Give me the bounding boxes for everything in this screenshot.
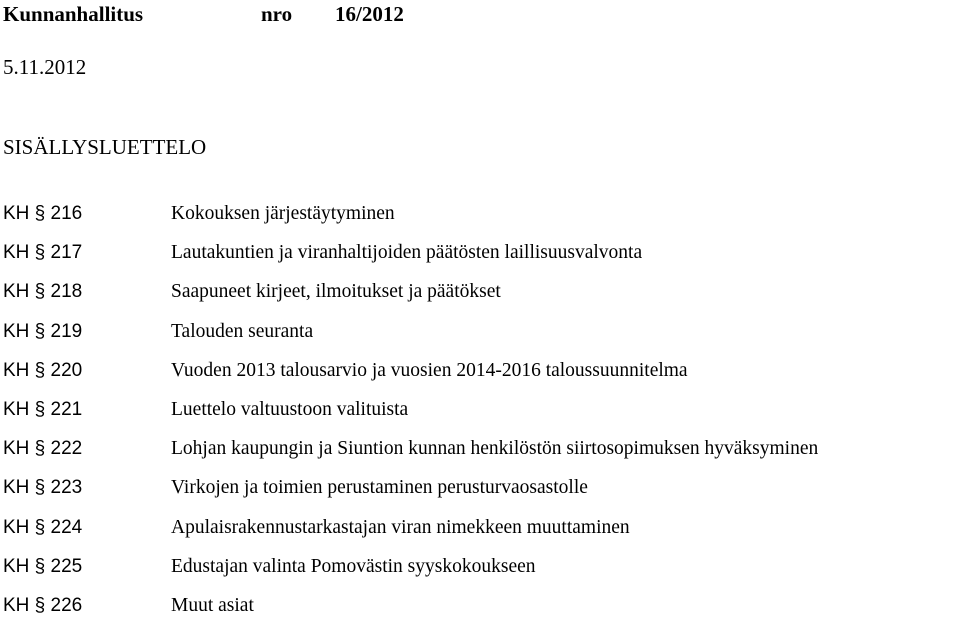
section-subject: Lautakuntien ja viranhaltijoiden päätösten laillisuusvalvonta: [171, 242, 643, 264]
number-label: nro: [261, 2, 293, 26]
section-subject: Lohjan kaupungin ja Siuntion kunnan henkilöstön siirtosopimuksen hyväksyminen: [171, 438, 819, 460]
table-of-contents: [3, 200, 958, 631]
toc-row: [3, 396, 958, 435]
section-code: KH § 216: [3, 203, 83, 224]
section-subject: Luettelo valtuustoon valituista: [171, 398, 409, 420]
section-subject: Apulaisrakennustarkastajan viran nimekkeen muuttaminen: [171, 516, 630, 538]
section-code: KH § 222: [3, 438, 83, 460]
section-code: KH § 226: [3, 594, 83, 616]
toc-row: [3, 239, 958, 278]
toc-row: [3, 514, 958, 553]
section-subject: Edustajan valinta Pomovästin syyskokoukseen: [171, 555, 536, 577]
section-code: KH § 219: [3, 320, 83, 342]
toc-row: [3, 435, 958, 474]
section-subject: Vuoden 2013 talousarvio ja vuosien 2014-2016 taloussuunnitelma: [171, 359, 688, 381]
toc-row: [3, 592, 958, 631]
meeting-number: 16/2012: [335, 2, 404, 26]
toc-row: [3, 553, 958, 592]
section-code: KH § 217: [3, 242, 83, 264]
section-subject: Talouden seuranta: [171, 320, 314, 342]
section-code: KH § 224: [3, 516, 83, 538]
organization-name: Kunnanhallitus: [3, 2, 144, 26]
section-subject: Muut asiat: [171, 594, 254, 616]
section-code: KH § 220: [3, 359, 83, 381]
toc-row: [3, 278, 958, 317]
section-subject: Virkojen ja toimien perustaminen perusturvaosastolle: [171, 477, 588, 499]
toc-title: SISÄLLYSLUETTELO: [3, 135, 207, 159]
section-subject: Kokouksen järjestäytyminen: [171, 203, 395, 224]
toc-row: [3, 357, 958, 396]
section-subject: Saapuneet kirjeet, ilmoitukset ja päätökset: [171, 281, 501, 303]
toc-row: [3, 318, 958, 357]
section-code: KH § 223: [3, 477, 83, 499]
meeting-date: 5.11.2012: [3, 55, 87, 79]
section-code: KH § 218: [3, 281, 83, 303]
section-code: KH § 225: [3, 555, 83, 577]
toc-row: [3, 200, 958, 239]
toc-row: [3, 474, 958, 513]
section-code: KH § 221: [3, 398, 83, 420]
